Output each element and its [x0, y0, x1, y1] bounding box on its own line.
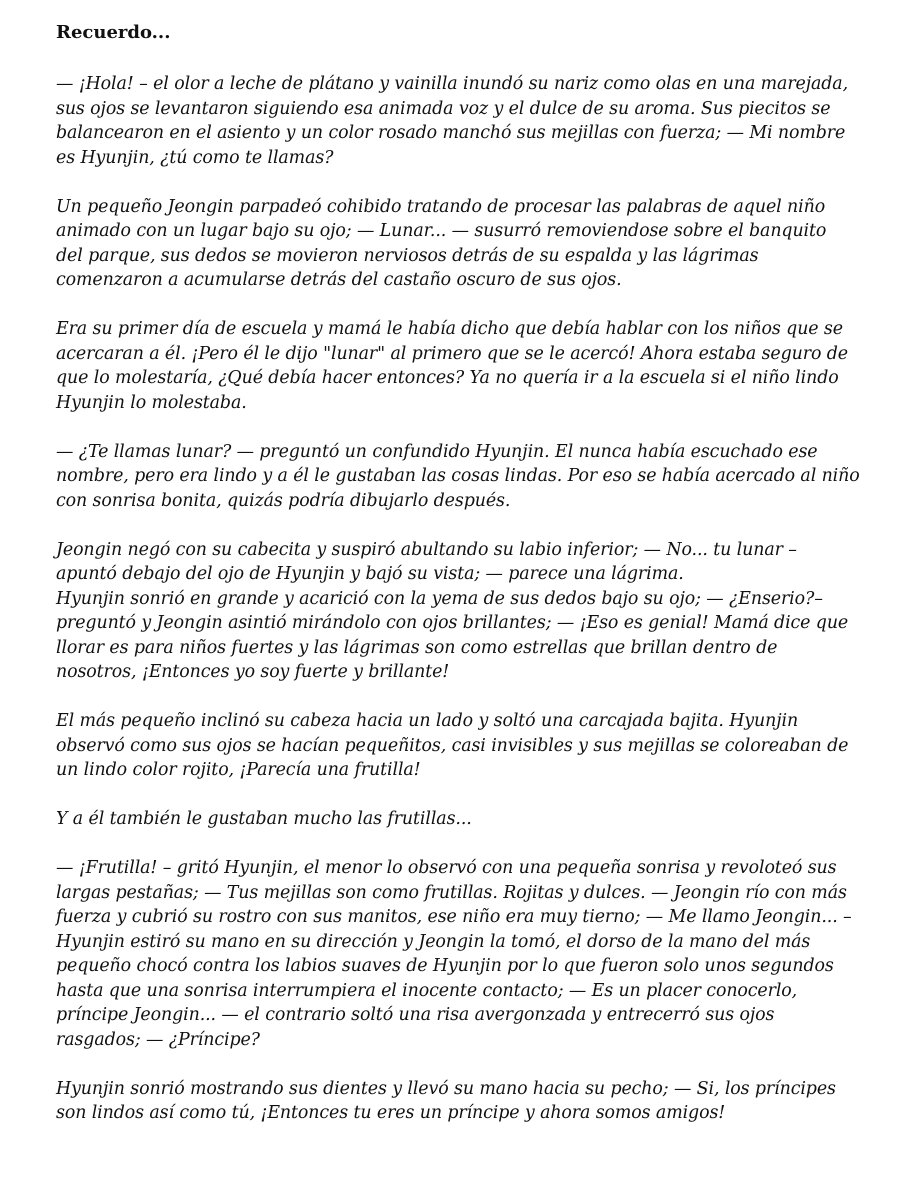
text-line: Hyunjin lo molestaba.	[56, 392, 247, 413]
paragraph	[56, 440, 876, 514]
paragraph	[56, 1077, 876, 1126]
text-line: Hyunjin sonrió mostrando sus dientes y llevó su mano hacia su pecho; — Si, los príncipes	[56, 1078, 836, 1099]
text-line: Un pequeño Jeongin parpadeó cohibido tratando de procesar las palabras de aquel niño	[56, 196, 826, 217]
text-line: — ¡Frutilla! – gritó Hyunjin, el menor lo observó con una pequeña sonrisa y revoloteó sus	[56, 858, 837, 878]
text-line: animado con un lugar bajo su ojo; — Lunar... — susurró removiendose sobre el banquito	[56, 221, 827, 241]
text-line: rasgados; — ¿Príncipe?	[56, 1029, 260, 1050]
text-line: apuntó debajo del ojo de Hyunjin y bajó su vista; — parece una lágrima.	[56, 564, 684, 584]
text-line: hasta que una sonrisa interrumpiera el inocente contacto; — Es un placer conocerlo,	[56, 980, 798, 1001]
paragraph	[56, 856, 876, 1052]
paragraph	[56, 72, 876, 170]
paragraph	[56, 317, 876, 415]
text-line: — ¡Hola! – el olor a leche de plátano y vainilla inundó su nariz como olas en una marejada,	[56, 74, 849, 94]
text-line: acercaran a él. ¡Pero él le dijo "lunar" al primero que se le acercó! Ahora estaba seguro de	[56, 343, 848, 364]
text-line: nosotros, ¡Entonces yo soy fuerte y brillante!	[56, 662, 450, 682]
text-line: son lindos así como tú, ¡Entonces tu eres un príncipe y ahora somos amigos!	[56, 1103, 726, 1123]
paragraph	[56, 807, 876, 832]
text-line: largas pestañas; — Tus mejillas son como frutillas. Rojitas y dulces. — Jeongin río con más	[56, 882, 847, 903]
text-line: comenzaron a acumularse detrás del castaño oscuro de sus ojos.	[56, 270, 622, 290]
text-line: es Hyunjin, ¿tú como te llamas?	[56, 147, 334, 168]
text-line: preguntó y Jeongin asintió mirándolo con ojos brillantes; — ¡Eso es genial! Mamá dice que	[56, 613, 849, 633]
text-line: — ¿Te llamas lunar? — preguntó un confundido Hyunjin. El nunca había escuchado ese	[56, 441, 818, 462]
text-line: El más pequeño inclinó su cabeza hacia un lado y soltó una carcajada bajita. Hyunjin	[56, 711, 799, 731]
text-line: Jeongin negó con su cabecita y suspiró abultando su labio inferior; — No... tu lunar –	[56, 539, 797, 560]
paragraph	[56, 709, 876, 783]
text-line: observó como sus ojos se hacían pequeñitos, casi invisibles y sus mejillas se coloreaban de	[56, 735, 849, 756]
text-line: que lo molestaría, ¿Qué debía hacer entonces? Ya no quería ir a la escuela si el niño lindo	[56, 368, 839, 388]
text-line: príncipe Jeongin... — el contrario soltó una risa avergonzada y entrecerró sus ojos	[56, 1005, 775, 1025]
document-page	[56, 20, 876, 1150]
text-line: balancearon en el asiento y un color rosado manchó sus mejillas con fuerza; — Mi nombre	[56, 123, 846, 143]
text-line: sus ojos se levantaron siguiendo esa animada voz y el dulce de su aroma. Sus piecitos se	[56, 98, 831, 119]
text-line: fuerza y cubrió su rostro con sus manitos, ese niño era muy tierno; — Me llamo Jeongin... –	[56, 907, 852, 927]
text-line: un lindo color rojito, ¡Parecía una frutilla!	[56, 760, 421, 780]
text-line: Hyunjin sonrió en grande y acarició con la yema de sus dedos bajo su ojo; — ¿Enserio?–	[56, 588, 823, 609]
document-title: Recuerdo...	[56, 22, 171, 43]
text-line: pequeño chocó contra los labios suaves de Hyunjin por lo que fueron solo unos segundos	[56, 956, 834, 976]
text-line: del parque, sus dedos se movieron nerviosos detrás de su espalda y las lágrimas	[56, 245, 759, 266]
text-line: con sonrisa bonita, quizás podría dibujarlo después.	[56, 490, 511, 511]
paragraph	[56, 195, 876, 293]
text-line: nombre, pero era lindo y a él le gustaban las cosas lindas. Por eso se había acercado al niño	[56, 466, 860, 486]
text-line: llorar es para niños fuertes y las lágrimas son como estrellas que brillan dentro de	[56, 637, 778, 658]
text-line: Y a él también le gustaban mucho las frutillas...	[56, 809, 472, 829]
paragraph	[56, 538, 876, 685]
text-line: Hyunjin estiró su mano en su dirección y Jeongin la tomó, el dorso de la mano del más	[56, 931, 811, 952]
text-line: Era su primer día de escuela y mamá le había dicho que debía hablar con los niños que se	[56, 319, 843, 339]
